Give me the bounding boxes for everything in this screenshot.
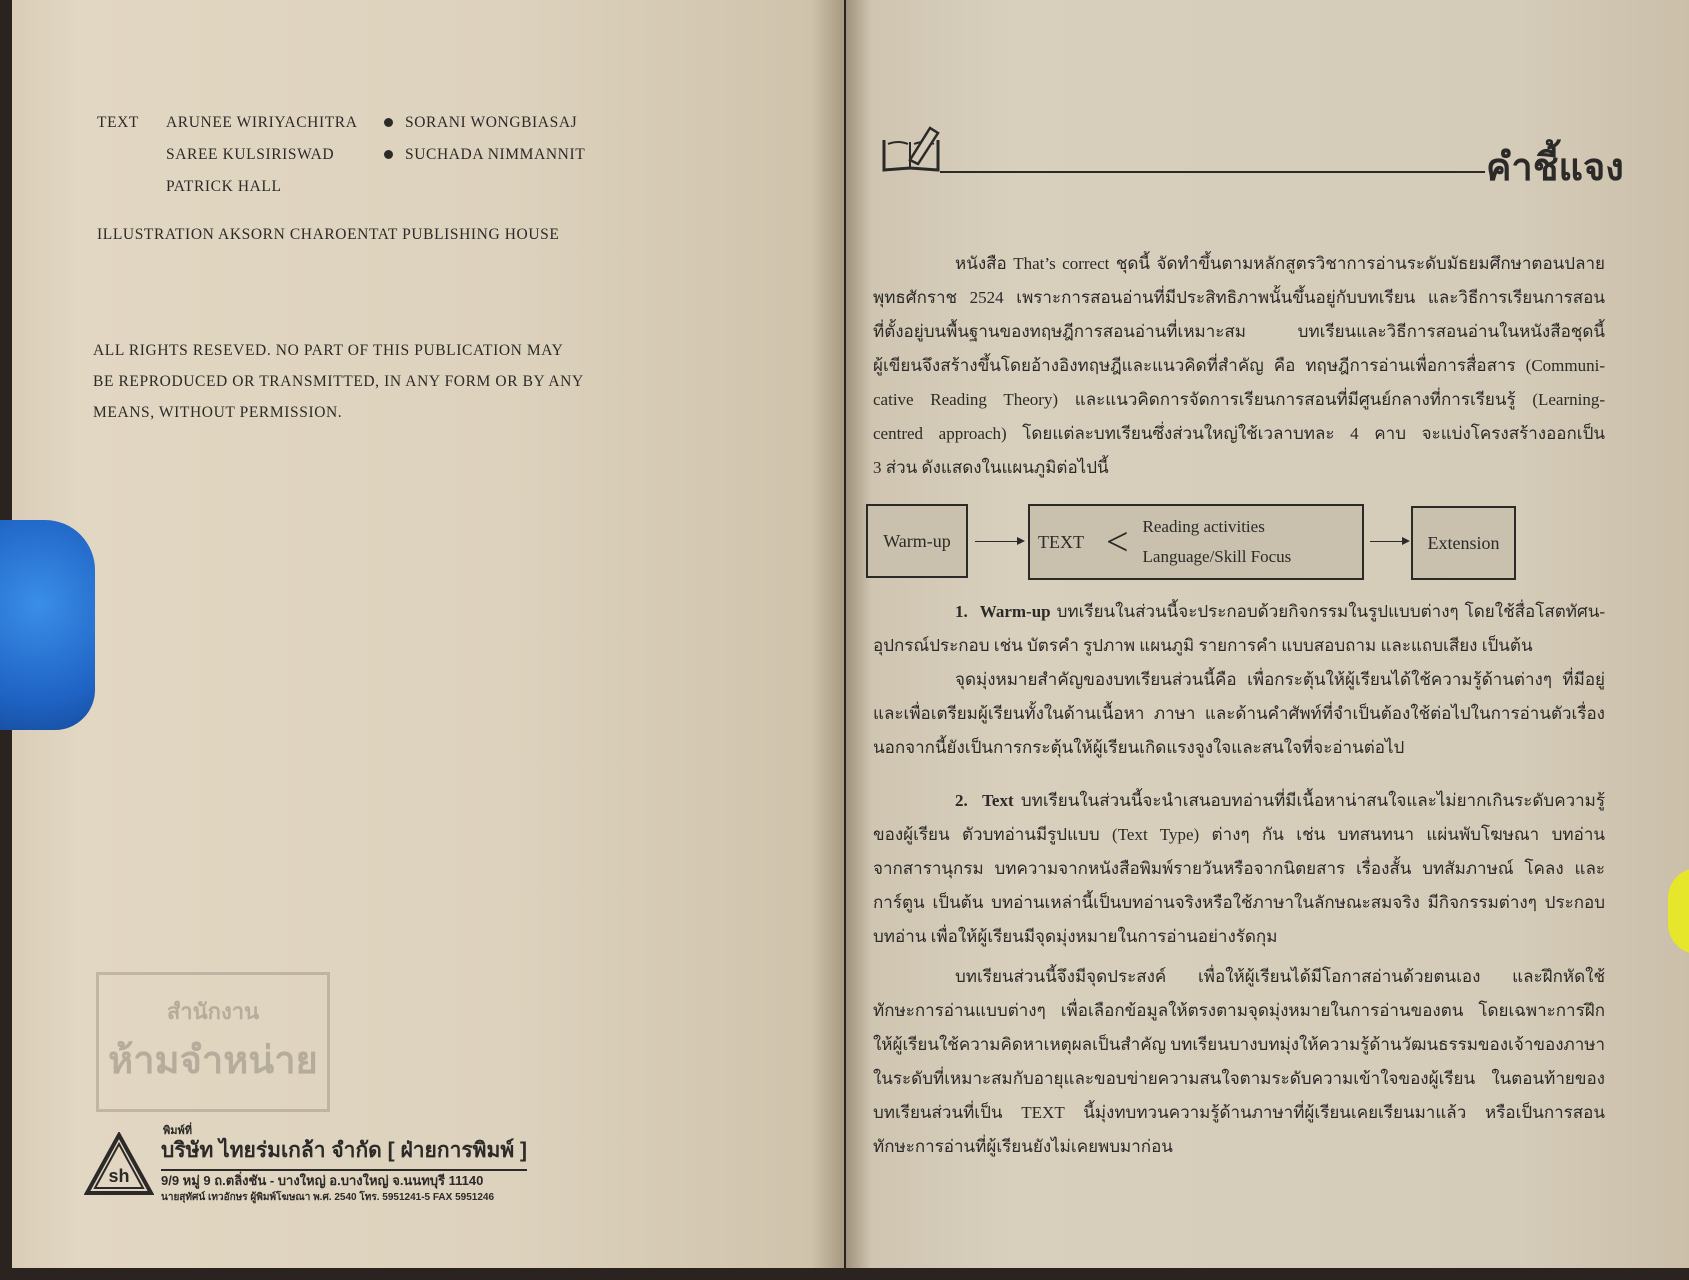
bullet (384, 118, 393, 127)
section2-line: ทักษะการอ่านแบบต่างๆ เพื่อเลือกข้อมูลให้ตรงตามจุดมุ่งหมายในการอ่านของตน โดยเฉพาะการฝึก (873, 1001, 1605, 1020)
section-heading: Warm-up (979, 602, 1051, 621)
rights-line-1: ALL RIGHTS RESEVED. NO PART OF THIS PUBLICATION MAY (93, 342, 564, 359)
section2-line: บทเรียนส่วนนี้จึงมีจุดประสงค์ เพื่อให้ผู้เรียนได้มีโอกาสอ่านด้วยตนเอง และฝึกหัดใช้ (955, 967, 1605, 986)
text-box (1028, 504, 1364, 580)
title-rule (940, 171, 1485, 173)
illustration-credit: ILLUSTRATION AKSORN CHAROENTAT PUBLISHING HOUSE (97, 226, 560, 243)
reading-activities-label: Reading activities (1142, 517, 1265, 536)
intro-line: หนังสือ That’s correct ชุดนี้ จัดทำขึ้นตามหลักสูตรวิชาการอ่านระดับมัธยมศึกษาตอนปลาย (955, 254, 1605, 273)
section-number: 1. (955, 602, 968, 621)
section2-first-line (955, 789, 1605, 813)
author-2: SORANI WONGBIASAJ (405, 114, 578, 131)
section1-line: อุปกรณ์ประกอบ เช่น บัตรคำ รูปภาพ แผนภูมิ รายการคำ แบบสอบถาม และแถบเสียง เป็นต้น (873, 636, 1533, 655)
intro-line: centred approach) โดยแต่ละบทเรียนซึ่งส่วนใหญ่ใช้เวลาบทละ 4 คาบ จะแบ่งโครงสร้างออกเป็น (873, 424, 1605, 443)
blue-finger-cot (0, 520, 95, 730)
section2-line: การ์ตูน เป็นต้น บทอ่านเหล่านี้เป็นบทอ่านจริงหรือใช้ภาษาในลักษณะสมจริง มีกิจกรรมต่างๆ ประกอบ (873, 893, 1605, 912)
rights-line-2: BE REPRODUCED OR TRANSMITTED, IN ANY FORM OR BY ANY (93, 373, 584, 390)
section1-first-line (955, 600, 1605, 624)
author-3: SAREE KULSIRISWAD (166, 146, 335, 163)
credits-label: TEXT (97, 114, 139, 131)
section2-line: ทักษะการอ่านที่ผู้เรียนยังไม่เคยพบมาก่อน (873, 1137, 1173, 1156)
intro-line: ผู้เขียนจึงสร้างขึ้นโดยอ้างอิงทฤษฎีและแนวคิดที่สำคัญ คือ ทฤษฎีการอ่านเพื่อการสื่อสาร (Communi- (873, 356, 1605, 375)
arrow-icon (1370, 541, 1408, 542)
section2-line: ในระดับที่เหมาะสมกับอายุและขอบข่ายความสนใจตามระดับความเข้าใจของผู้เรียน ในตอนท้ายของ (873, 1069, 1605, 1088)
section1-line: นอกจากนี้ยังเป็นการกระตุ้นให้ผู้เรียนเกิดแรงจูงใจและสนใจที่จะอ่านต่อไป (873, 738, 1405, 757)
intro-line: พุทธศักราช 2524 เพราะการสอนอ่านที่มีประสิทธิภาพนั้นขึ้นอยู่กับบทเรียน และวิธีการเรียนการสอน (873, 288, 1605, 307)
section-number: 2. (955, 791, 968, 810)
section2-line: บทเรียนส่วนที่เป็น TEXT นี้มุ่งทบทวนความรู้ด้านภาษาที่ผู้เรียนเคยเรียนมาแล้ว หรือเป็นการสอน (873, 1103, 1605, 1122)
extension-box: Extension (1411, 506, 1516, 580)
rights-line-3: MEANS, WITHOUT PERMISSION. (93, 404, 343, 421)
author-5: PATRICK HALL (166, 178, 282, 195)
intro-line: cative Reading Theory) และแนวคิดการจัดการเรียนการสอนที่มีศูนย์กลางที่การเรียนรู้ (Learning- (873, 390, 1605, 409)
publisher-logo (84, 1132, 154, 1196)
intro-line: 3 ส่วน ดังแสดงในแผนภูมิต่อไปนี้ (873, 458, 1109, 477)
author-2-row (372, 114, 577, 132)
section2-line: ให้ผู้เรียนใช้ความคิดหาเหตุผลเป็นสำคัญ บทเรียนบางบทมุ่งให้ความรู้ด้านวัฒนธรรมของเจ้าของภาษา (873, 1035, 1605, 1054)
book-pencil-icon (880, 122, 944, 174)
intro-line: ที่ตั้งอยู่บนพื้นฐานของทฤษฎีการสอนอ่านที่เหมาะสม บทเรียนและวิธีการสอนอ่านในหนังสือชุดนี้ (873, 322, 1605, 341)
stamp-line-1: สำนักงาน (166, 999, 260, 1024)
arrow-icon (975, 541, 1023, 542)
language-skill-label: Language/Skill Focus (1142, 547, 1292, 566)
bullet (384, 150, 393, 159)
publisher-printer-line: นายสุทัศน์ เทวอักษร ผู้พิมพ์โฆษณา พ.ศ. 2540 โทร. 5951241-5 FAX 5951246 (161, 1192, 495, 1203)
svg-text:sh: sh (108, 1166, 130, 1186)
section2-line: บทอ่าน เพื่อให้ผู้เรียนมีจุดมุ่งหมายในการอ่านอย่างรัดกุม (873, 927, 1278, 946)
section-heading: Text (982, 791, 1014, 810)
printed-by-label: พิมพ์ที่ (163, 1125, 193, 1137)
section-text: บทเรียนในส่วนนี้จะประกอบด้วยกิจกรรมในรูปแบบต่างๆ โดยใช้สื่อโสตทัศน- (1056, 602, 1606, 621)
branch-bracket-icon: < (1105, 519, 1129, 564)
page-title: คำชี้แจง (1486, 147, 1624, 189)
section1-line: และเพื่อเตรียมผู้เรียนทั้งในด้านเนื้อหา ภาษา และด้านคำศัพท์ที่จำเป็นต้องใช้ต่อไปในการอ่านตัวเรื่อง (873, 704, 1605, 723)
section2-line: จากสารานุกรม บทความจากหนังสือพิมพ์รายวันหรือจากนิตยสาร เรื่องสั้น บทสัมภาษณ์ โคลง และ (873, 859, 1605, 878)
section1-line: จุดมุ่งหมายสำคัญของบทเรียนส่วนนี้คือ เพื่อกระตุ้นให้ผู้เรียนได้ใช้ความรู้ด้านต่างๆ ที่มีอยู่ (955, 670, 1605, 689)
author-4: SUCHADA NIMMANNIT (405, 146, 586, 163)
warmup-box: Warm-up (866, 504, 968, 578)
faded-stamp (96, 972, 330, 1112)
section2-line: ของผู้เรียน ตัวบทอ่านมีรูปแบบ (Text Type) ต่างๆ กัน เช่น บทสนทนา แผ่นพับโฆษณา บทอ่าน (873, 825, 1605, 844)
author-1: ARUNEE WIRIYACHITRA (166, 114, 358, 131)
text-box-label: TEXT (1038, 531, 1084, 552)
publisher-company: บริษัท ไทยร่มเกล้า จำกัด [ ฝ่ายการพิมพ์ ] (161, 1134, 527, 1171)
author-4-row (372, 146, 585, 164)
stamp-line-2: ห้ามจำหน่าย (108, 1040, 318, 1082)
publisher-address: 9/9 หมู่ 9 ถ.ตลิ่งชัน - บางใหญ่ อ.บางใหญ่ จ.นนทบุรี 11140 (161, 1173, 484, 1188)
section-text: บทเรียนในส่วนนี้จะนำเสนอบทอ่านที่มีเนื้อหาน่าสนใจและไม่ยากเกินระดับความรู้ (1020, 791, 1606, 810)
